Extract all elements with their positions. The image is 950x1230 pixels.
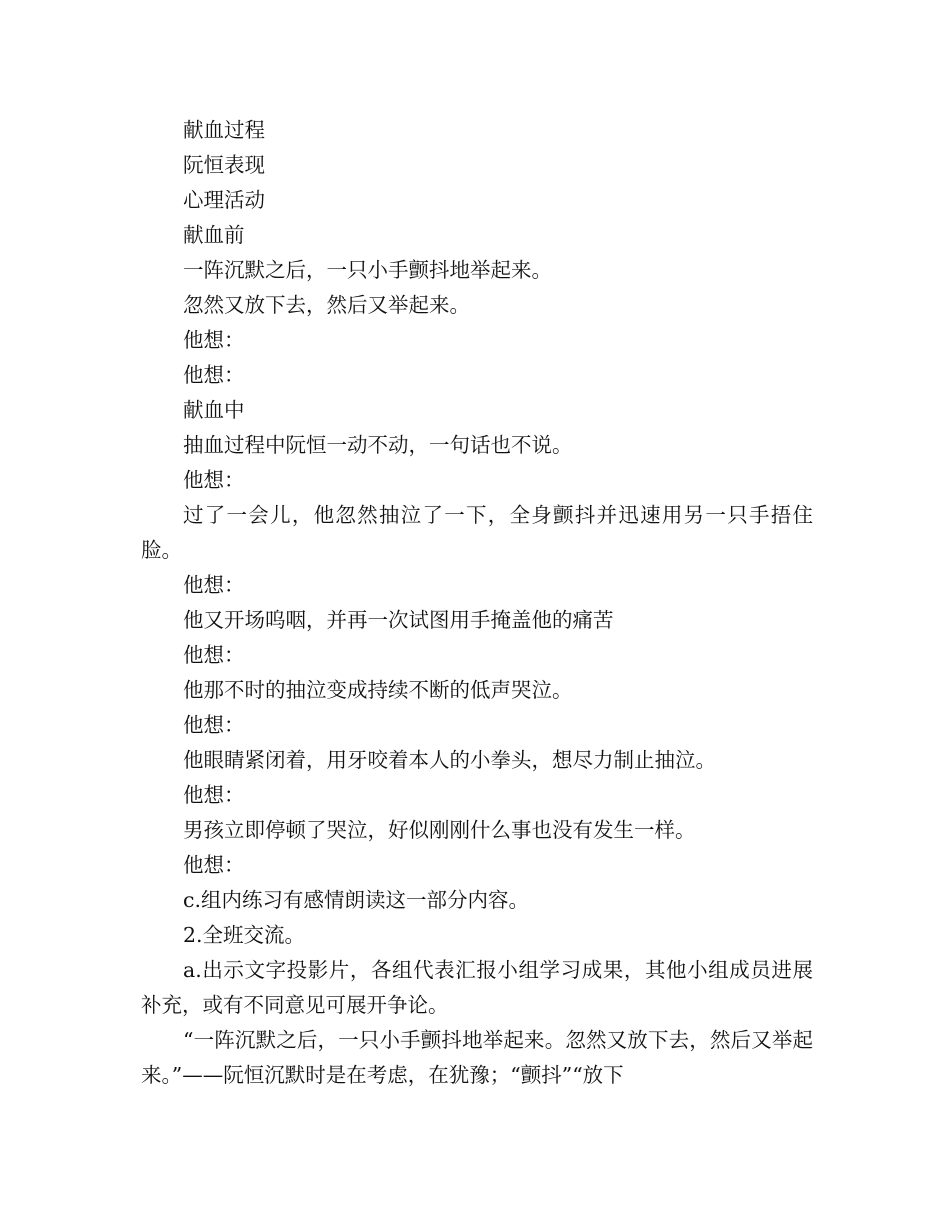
paragraph: 男孩立即停顿了哭泣，好似刚刚什么事也没有发生一样。 — [183, 818, 696, 842]
heading-thoughts: 心理活动 — [183, 188, 265, 212]
thought-prompt: 他想： — [183, 328, 245, 352]
thought-prompt: 他想： — [183, 573, 245, 597]
paragraph: 一阵沉默之后，一只小手颤抖地举起来。 — [183, 258, 552, 282]
quoted-paragraph: “一阵沉默之后，一只小手颤抖地举起来。忽然又放下去，然后又举起来。”——阮恒沉默时是在考虑，在犹豫；“颤抖”“放下 — [141, 1028, 813, 1087]
thought-prompt: 他想： — [183, 643, 245, 667]
paragraph: 过了一会儿，他忽然抽泣了一下，全身颤抖并迅速用另一只手捂住脸。 — [141, 503, 813, 562]
paragraph: 抽血过程中阮恒一动不动，一句话也不说。 — [183, 433, 573, 457]
thought-prompt: 他想： — [183, 468, 245, 492]
document-body — [141, 113, 813, 1093]
section-before-donation: 献血前 — [183, 223, 245, 247]
heading-behavior: 阮恒表现 — [183, 153, 265, 177]
instruction-item: 2.全班交流。 — [183, 923, 306, 947]
paragraph: 他那不时的抽泣变成持续不断的低声哭泣。 — [183, 678, 573, 702]
heading-process: 献血过程 — [183, 118, 265, 142]
paragraph: 忽然又放下去，然后又举起来。 — [183, 293, 470, 317]
paragraph: 他又开场呜咽，并再一次试图用手掩盖他的痛苦 — [183, 608, 614, 632]
paragraph: 他眼睛紧闭着，用牙咬着本人的小拳头，想尽力制止抽泣。 — [183, 748, 716, 772]
thought-prompt: 他想： — [183, 713, 245, 737]
thought-prompt: 他想： — [183, 363, 245, 387]
thought-prompt: 他想： — [183, 783, 245, 807]
instruction-item: a.出示文字投影片，各组代表汇报小组学习成果，其他小组成员进展补充，或有不同意见可展开争论。 — [141, 958, 813, 1017]
section-during-donation: 献血中 — [183, 398, 245, 422]
thought-prompt: 他想： — [183, 853, 245, 877]
instruction-item: c.组内练习有感情朗读这一部分内容。 — [183, 888, 529, 912]
